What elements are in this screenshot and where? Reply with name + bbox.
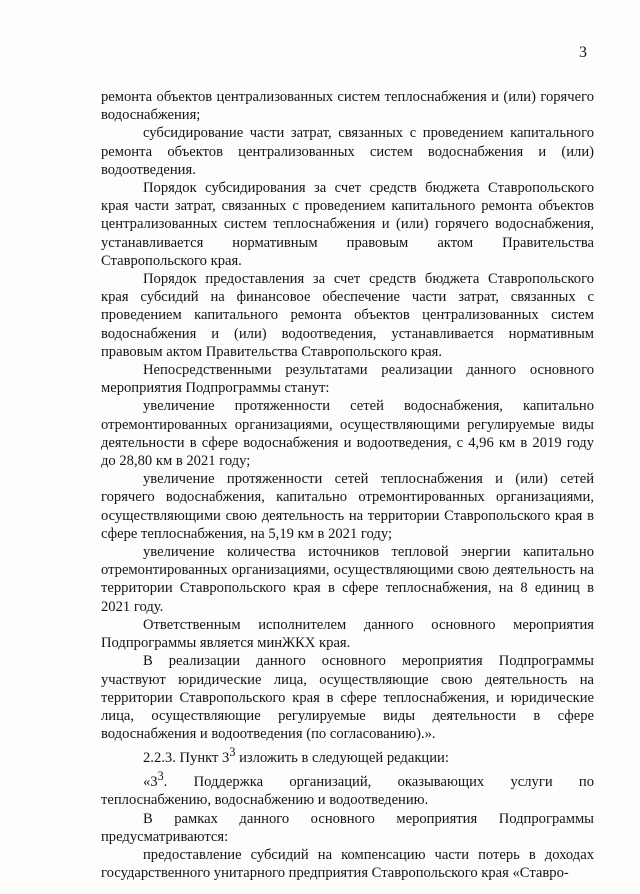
paragraph: предоставление субсидий на компенсацию части потерь в доходах государственного унитарного предприятия Ставропольского края «Ставро- [101, 847, 594, 882]
paragraph: Порядок предоставления за счет средств бюджета Ставропольского края субсидий на финансовое обеспечение части затрат, связанных с проведением капитального ремонта объектов централизованных систем водоснабжения и (или) водоотведения, устанавливается нормативным правовым актом Правительства Ставропольского края. [101, 271, 594, 360]
document-body [101, 88, 594, 882]
paragraph: увеличение количества источников тепловой энергии капитально отремонтированных организациями, осуществляющими свою деятельность на территории Ставропольского края в сфере теплоснабжения, на 8 единиц в 2021 году. [101, 544, 594, 615]
quote-superscript: 3 [157, 769, 164, 784]
clause-heading [101, 743, 594, 767]
paragraph: субсидирование части затрат, связанных с проведением капитального ремонта объектов централизованных систем водоснабжения и (или) водоотведения. [101, 125, 594, 178]
clause-superscript: 3 [229, 745, 236, 760]
quote-open: «3 [143, 774, 158, 791]
clause-suffix: изложить в следующей редакции: [235, 750, 449, 767]
page-number: 3 [579, 44, 587, 61]
paragraph: увеличение протяженности сетей теплоснабжения и (или) сетей горячего водоснабжения, капитально отремонтированных организациями, осуществляющими свою деятельность на территории Ставропольского края в сфере теплоснабжения, на 5,19 км в 2021 году; [101, 471, 594, 542]
paragraph: ремонта объектов централизованных систем теплоснабжения и (или) горячего водоснабжения; [101, 89, 594, 124]
paragraph: Ответственным исполнителем данного основного мероприятия Подпрограммы является минЖКХ края. [101, 616, 594, 652]
quote-rest: . Поддержка организаций, оказывающих услуги по теплоснабжению, водоснабжению и водоотведению. [101, 774, 594, 809]
clause-prefix: 2.2.3. Пункт 3 [143, 750, 230, 767]
paragraph: В реализации данного основного мероприятия Подпрограммы участвуют юридические лица, осуществляющие свою деятельность на территории Ставропольского края в сфере теплоснабжения, и юридические лица, осуществляющие регулируемые виды деятельности в сфере водоснабжения и водоотведения (по согласованию).». [101, 653, 594, 743]
paragraph: В рамках данного основного мероприятия Подпрограммы предусматриваются: [101, 810, 594, 845]
paragraph: Непосредственными результатами реализации данного основного мероприятия Подпрограммы станут: [101, 362, 594, 397]
quoted-clause-title [101, 767, 594, 809]
paragraph: увеличение протяженности сетей водоснабжения, капитально отремонтированных организациями, осуществляющими регулируемые виды деятельности в сфере водоснабжения и водоотведения, с 4,96 км в 2019 году до 28,80 км в 2021 году; [101, 398, 594, 470]
paragraph: Порядок субсидирования за счет средств бюджета Ставропольского края части затрат, связанных с проведением капитального ремонта объектов централизованных систем теплоснабжения и (или) горячего водоснабжения, устанавливается нормативным правовым актом Правительства Ставропольского края. [101, 180, 594, 269]
